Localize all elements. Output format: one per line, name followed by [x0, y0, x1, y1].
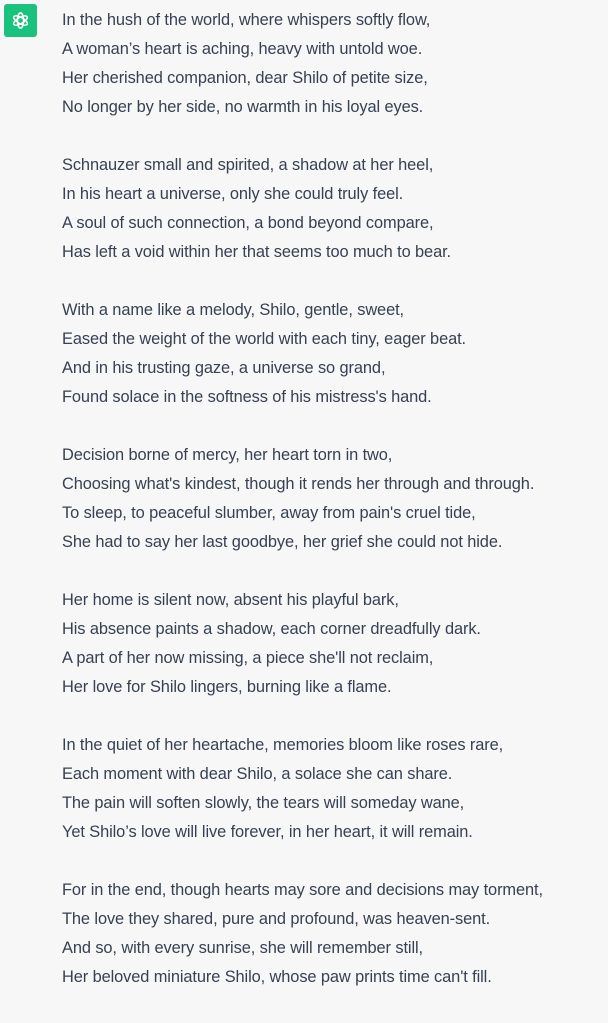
poem-line: Decision borne of mercy, her heart torn in two,: [62, 446, 393, 464]
stanza: [62, 586, 608, 702]
poem-line: Eased the weight of the world with each tiny, eager beat.: [62, 330, 467, 348]
poem-line: Schnauzer small and spirited, a shadow at her heel,: [62, 156, 434, 174]
stanza: [62, 151, 608, 267]
poem-line: And so, with every sunrise, she will remember still,: [62, 939, 423, 957]
stanza: [62, 296, 608, 412]
poem-line: Her cherished companion, dear Shilo of petite size,: [62, 69, 428, 87]
poem-line: Yet Shilo’s love will live forever, in her heart, it will remain.: [62, 823, 473, 841]
stanza: [62, 876, 608, 992]
poem-line: In the hush of the world, where whispers softly flow,: [62, 11, 431, 29]
stanza: [62, 441, 608, 557]
poem-body: [62, 6, 608, 1021]
assistant-avatar: [4, 4, 37, 37]
poem-line: No longer by her side, no warmth in his loyal eyes.: [62, 98, 424, 116]
poem-line: In the quiet of her heartache, memories bloom like roses rare,: [62, 736, 504, 754]
poem-line: With a name like a melody, Shilo, gentle, sweet,: [62, 301, 404, 319]
stanza: [62, 6, 608, 122]
poem-line: Choosing what's kindest, though it rends her through and through.: [62, 475, 535, 493]
poem-line: The pain will soften slowly, the tears will someday wane,: [62, 794, 465, 812]
poem-line: And in his trusting gaze, a universe so grand,: [62, 359, 386, 377]
poem-line: Her love for Shilo lingers, burning like a flame.: [62, 678, 392, 696]
poem-line: For in the end, though hearts may sore and decisions may torment,: [62, 881, 543, 899]
poem-line: His absence paints a shadow, each corner dreadfully dark.: [62, 620, 481, 638]
openai-logo-icon: [9, 9, 32, 32]
poem-line: Her home is silent now, absent his playful bark,: [62, 591, 399, 609]
poem-line: A woman’s heart is aching, heavy with untold woe.: [62, 40, 423, 58]
poem-line: Each moment with dear Shilo, a solace she can share.: [62, 765, 453, 783]
poem-line: In his heart a universe, only she could truly feel.: [62, 185, 404, 203]
poem-line: Found solace in the softness of his mistress's hand.: [62, 388, 432, 406]
poem-line: A soul of such connection, a bond beyond compare,: [62, 214, 434, 232]
poem-line: Her beloved miniature Shilo, whose paw prints time can't fill.: [62, 968, 492, 986]
poem-line: To sleep, to peaceful slumber, away from pain's cruel tide,: [62, 504, 476, 522]
poem-line: Has left a void within her that seems too much to bear.: [62, 243, 451, 261]
poem-line: The love they shared, pure and profound, was heaven-sent.: [62, 910, 491, 928]
poem-line: A part of her now missing, a piece she'll not reclaim,: [62, 649, 434, 667]
stanza: [62, 731, 608, 847]
poem-line: She had to say her last goodbye, her grief she could not hide.: [62, 533, 503, 551]
